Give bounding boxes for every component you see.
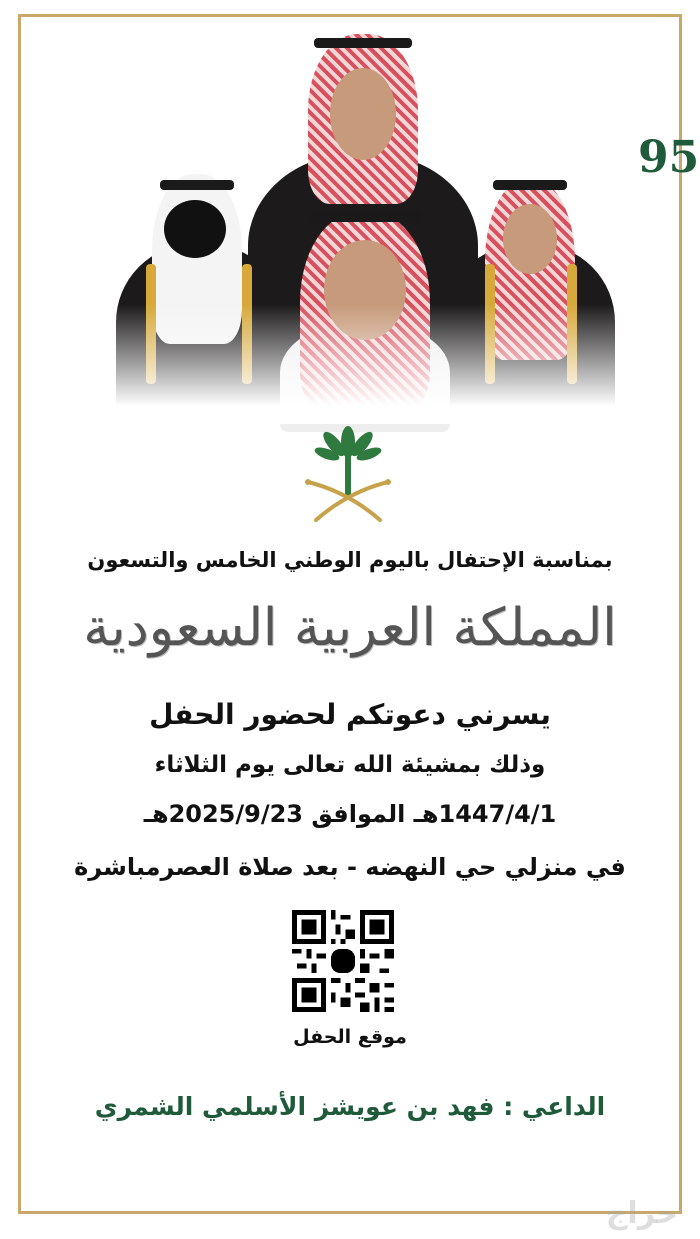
- location-text: في منزلي حي النهضه - بعد صلاة العصرمباشرة: [74, 853, 626, 881]
- anniversary-95-badge: 95: [638, 132, 700, 183]
- qr-caption: موقع الحفل: [293, 1026, 407, 1048]
- leaders-portrait-group: [110, 24, 620, 424]
- invitation-text: يسرني دعوتكم لحضور الحفل: [149, 698, 551, 731]
- occasion-heading: بمناسبة الإحتفال باليوم الوطني الخامس والتسعون: [87, 548, 613, 572]
- saudi-emblem-icon: [300, 420, 396, 528]
- location-qr-code[interactable]: [292, 910, 394, 1012]
- date-text: 1447/4/1هـ الموافق 2025/9/23هـ: [143, 800, 557, 828]
- portrait-fade: [110, 304, 620, 424]
- day-text: وذلك بمشيئة الله تعالى يوم الثلاثاء: [154, 752, 546, 778]
- kingdom-calligraphy: المملكة العربية السعودية: [83, 598, 617, 658]
- haraj-watermark: حراج: [605, 1196, 678, 1231]
- inviter-name: الداعي : فهد بن عويشز الأسلمي الشمري: [94, 1092, 606, 1121]
